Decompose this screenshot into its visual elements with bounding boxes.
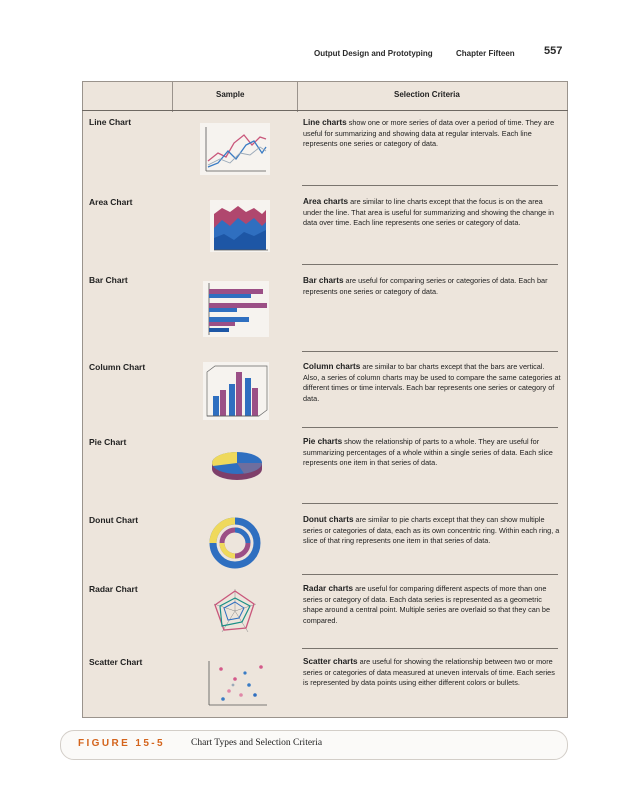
column-divider — [297, 82, 298, 112]
term: Donut charts — [303, 515, 354, 524]
row-description — [303, 118, 561, 150]
row-description — [303, 362, 561, 404]
row-title: Pie Chart — [89, 437, 127, 447]
row-title: Donut Chart — [89, 515, 139, 525]
row-separator — [302, 264, 558, 265]
term: Pie charts — [303, 437, 343, 446]
description-text: are useful for comparing series or categories of data. Each bar represents one series or category of data. — [303, 276, 548, 296]
term: Area charts — [303, 197, 349, 206]
description-text: are useful for showing the relationship between two or more series or categories of data measured at uneven intervals of time. Each series is represented by data points using either different colors or bullets. — [303, 657, 555, 688]
term: Column charts — [303, 362, 361, 371]
row-title: Area Chart — [89, 197, 133, 207]
row-title: Line Chart — [89, 117, 132, 127]
bar-chart-thumbnail — [203, 281, 269, 337]
row-description — [303, 657, 561, 689]
term: Line charts — [303, 118, 347, 127]
line-chart-thumbnail — [200, 123, 270, 175]
pie-chart-thumbnail — [208, 447, 266, 483]
column-header-sample: Sample — [216, 90, 245, 99]
chapter-label: Chapter Fifteen — [456, 49, 515, 58]
row-separator — [302, 574, 558, 575]
page-number: 557 — [544, 45, 563, 57]
term: Radar charts — [303, 584, 354, 593]
row-separator — [302, 351, 558, 352]
row-description — [303, 276, 561, 297]
page-header — [0, 44, 619, 64]
row-description — [303, 437, 561, 469]
row-title: Bar Chart — [89, 275, 128, 285]
row-separator — [302, 427, 558, 428]
description-text: show the relationship of parts to a whole. They are useful for summarizing percentages of a whole within a single series of data. Each slice represents one item in that series of data. — [303, 437, 553, 468]
figure-caption: Chart Types and Selection Criteria — [191, 738, 323, 748]
description-text: are similar to pie charts except that they can show multiple series or categories of data, each as its own concentric ring. Within each ring, a slice of that ring represents one item in that series of data. — [303, 515, 560, 546]
column-header-criteria: Selection Criteria — [394, 90, 460, 99]
term: Bar charts — [303, 276, 344, 285]
column-divider — [172, 82, 173, 112]
area-chart-thumbnail — [210, 200, 270, 252]
description-text: show one or more series of data over a period of time. They are useful for summarizing and showing data at regular intervals. Each line represents one series or category of data. — [303, 118, 555, 149]
section-title: Output Design and Prototyping — [314, 49, 433, 58]
description-text: are similar to bar charts except that the bars are vertical. Also, a series of column charts may be used to compare the same categories at different times or time intervals. Each bar represents one series or category of data. — [303, 362, 561, 403]
row-separator — [302, 185, 558, 186]
radar-chart-thumbnail — [208, 586, 262, 636]
row-description — [303, 584, 561, 626]
row-description — [303, 515, 561, 547]
column-chart-thumbnail — [203, 362, 269, 420]
row-title: Scatter Chart — [89, 657, 143, 667]
description-text: are useful for comparing different aspects of more than one series or category of data. Each data series is represented as a geometric shape around a central point. Multiple series are overlaid so that they can be compared. — [303, 584, 551, 625]
row-separator — [302, 648, 558, 649]
scatter-chart-thumbnail — [205, 659, 269, 707]
row-description — [303, 197, 561, 229]
term: Scatter charts — [303, 657, 358, 666]
row-title: Column Chart — [89, 362, 146, 372]
header-rule — [82, 110, 568, 111]
row-separator — [302, 503, 558, 504]
donut-chart-thumbnail — [208, 517, 262, 569]
description-text: are similar to line charts except that the focus is on the area under the line. That area is useful for summarizing and showing the change in data over time. Each line represents one series or category of data. — [303, 197, 554, 228]
figure-label: FIGURE 15-5 — [78, 738, 165, 749]
row-title: Radar Chart — [89, 584, 138, 594]
